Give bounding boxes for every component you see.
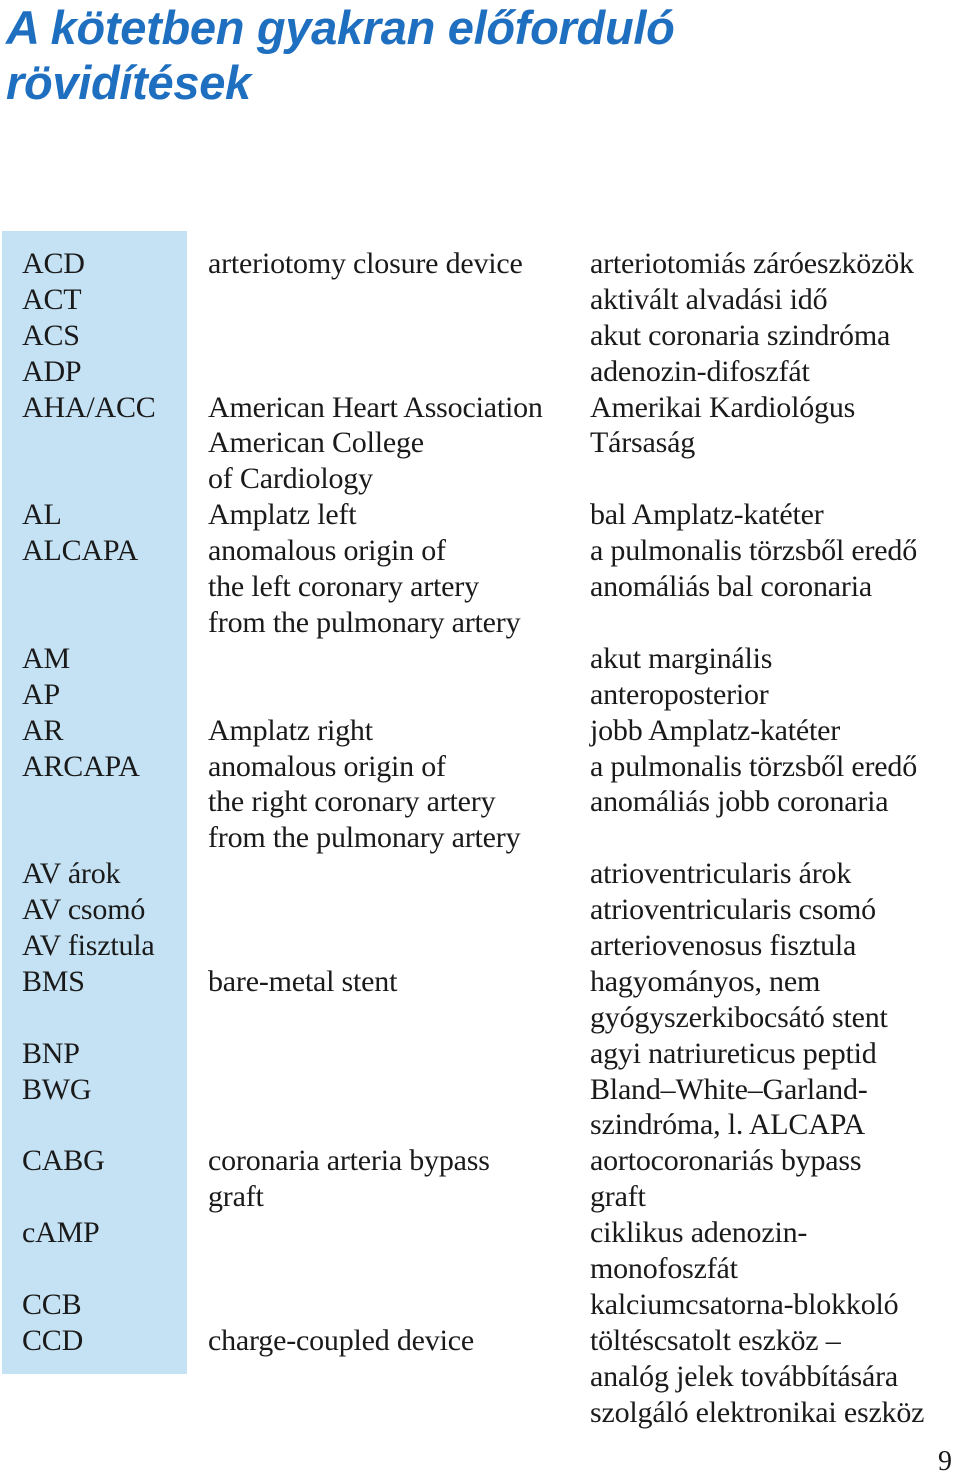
abbreviation-cell-line: AL xyxy=(22,498,62,532)
abbreviation-cell-line: BNP xyxy=(22,1036,80,1070)
english-term-cell-line: graft xyxy=(208,1180,264,1214)
hungarian-term-cell xyxy=(590,1287,898,1323)
abbreviation-cell xyxy=(22,928,155,964)
hungarian-term-cell-line: aktivált alvadási idő xyxy=(590,282,828,316)
abbreviation-cell xyxy=(22,749,140,785)
abbreviation-row xyxy=(0,749,960,857)
abbreviation-row xyxy=(0,246,960,282)
english-term-cell xyxy=(208,1143,490,1215)
abbreviation-cell xyxy=(22,354,81,390)
hungarian-term-cell xyxy=(590,856,851,892)
abbreviation-cell-line: ARCAPA xyxy=(22,749,140,783)
hungarian-term-cell xyxy=(590,964,888,1036)
page-title-line-1: A kötetben gyakran előforduló xyxy=(6,1,675,54)
hungarian-term-cell-line: Amerikai Kardiológus xyxy=(590,390,856,424)
abbreviation-cell xyxy=(22,1215,100,1251)
abbreviation-cell xyxy=(22,246,85,282)
abbreviation-cell xyxy=(22,713,63,749)
abbreviation-cell-line: AV fisztula xyxy=(22,928,155,962)
page-number: 9 xyxy=(938,1446,952,1477)
english-term-cell-line: from the pulmonary artery xyxy=(208,821,521,855)
abbreviation-row xyxy=(0,318,960,354)
english-term-cell xyxy=(208,533,520,641)
abbreviation-cell xyxy=(22,1287,81,1323)
abbreviation-row xyxy=(0,892,960,928)
abbreviation-row xyxy=(0,1215,960,1287)
hungarian-term-cell xyxy=(590,246,914,282)
page-title-line-2: rövidítések xyxy=(6,56,251,109)
abbreviation-cell-line: CCD xyxy=(22,1323,84,1357)
abbreviation-row xyxy=(0,856,960,892)
hungarian-term-cell xyxy=(590,533,917,605)
hungarian-term-cell-line: arteriotomiás záróeszközök xyxy=(590,247,914,280)
abbreviation-row xyxy=(0,641,960,677)
english-term-cell xyxy=(208,964,397,1000)
hungarian-term-cell xyxy=(590,390,855,462)
abbreviation-cell-line: ACD xyxy=(22,247,85,280)
abbreviation-row xyxy=(0,1323,960,1431)
abbreviation-row xyxy=(0,964,960,1036)
hungarian-term-cell xyxy=(590,749,917,821)
abbreviation-cell-line: AM xyxy=(22,641,70,675)
abbreviation-cell xyxy=(22,677,60,713)
hungarian-term-cell xyxy=(590,282,827,318)
hungarian-term-cell-line: gyógyszerkibocsátó stent xyxy=(590,1000,888,1034)
hungarian-term-cell-line: Bland–White–Garland- xyxy=(590,1072,868,1106)
hungarian-term-cell xyxy=(590,892,876,928)
abbreviation-list xyxy=(0,246,960,1431)
abbreviation-cell xyxy=(22,892,145,928)
abbreviation-row xyxy=(0,1287,960,1323)
english-term-cell-line: coronaria arteria bypass xyxy=(208,1144,490,1178)
english-term-cell xyxy=(208,713,373,749)
hungarian-term-cell xyxy=(590,1036,877,1072)
hungarian-term-cell xyxy=(590,1215,807,1287)
hungarian-term-cell xyxy=(590,928,856,964)
hungarian-term-cell xyxy=(590,1323,924,1431)
hungarian-term-cell-line: Társaság xyxy=(590,426,696,460)
hungarian-term-cell-line: a pulmonalis törzsből eredő xyxy=(590,749,918,783)
hungarian-term-cell-line: szolgáló elektronikai eszköz xyxy=(590,1395,925,1429)
abbreviation-row xyxy=(0,533,960,641)
abbreviation-cell-line: BWG xyxy=(22,1072,92,1106)
english-term-cell xyxy=(208,246,523,282)
abbreviation-cell-line: ADP xyxy=(22,354,82,388)
hungarian-term-cell-line: akut marginális xyxy=(590,641,773,675)
hungarian-term-cell-line: szindróma, l. ALCAPA xyxy=(590,1108,865,1142)
hungarian-term-cell-line: akut coronaria szindróma xyxy=(590,318,891,352)
page-title xyxy=(6,0,946,110)
hungarian-term-cell-line: atrioventricularis árok xyxy=(590,857,852,891)
hungarian-term-cell xyxy=(590,641,772,677)
abbreviation-cell-line: AV árok xyxy=(22,857,121,891)
hungarian-term-cell xyxy=(590,318,890,354)
hungarian-term-cell-line: analóg jelek továbbítására xyxy=(590,1359,898,1393)
abbreviation-row xyxy=(0,497,960,533)
abbreviation-row xyxy=(0,354,960,390)
hungarian-term-cell xyxy=(590,497,824,533)
abbreviation-cell-line: CABG xyxy=(22,1144,105,1178)
english-term-cell-line: American Heart Association xyxy=(208,390,543,424)
english-term-cell-line: bare-metal stent xyxy=(208,964,398,998)
abbreviation-cell-line: ALCAPA xyxy=(22,534,139,568)
abbreviation-row xyxy=(0,928,960,964)
hungarian-term-cell-line: anomáliás jobb coronaria xyxy=(590,785,889,819)
hungarian-term-cell-line: anomáliás bal coronaria xyxy=(590,570,872,604)
english-term-cell-line: Amplatz right xyxy=(208,713,373,747)
abbreviation-cell-line: AP xyxy=(22,677,60,711)
abbreviation-row xyxy=(0,390,960,498)
abbreviation-row xyxy=(0,1072,960,1144)
english-term-cell-line: of Cardiology xyxy=(208,462,373,496)
hungarian-term-cell xyxy=(590,354,810,390)
hungarian-term-cell-line: hagyományos, nem xyxy=(590,964,821,998)
abbreviation-cell xyxy=(22,1143,105,1179)
abbreviation-cell-line: BMS xyxy=(22,964,85,998)
english-term-cell-line: from the pulmonary artery xyxy=(208,605,521,639)
hungarian-term-cell-line: arteriovenosus fisztula xyxy=(590,928,857,962)
english-term-cell xyxy=(208,749,520,857)
hungarian-term-cell-line: kalciumcsatorna-blokkoló xyxy=(590,1287,899,1321)
hungarian-term-cell-line: agyi natriureticus peptid xyxy=(590,1036,877,1070)
english-term-cell-line: anomalous origin of xyxy=(208,534,446,568)
hungarian-term-cell-line: adenozin-difoszfát xyxy=(590,354,810,388)
hungarian-term-cell xyxy=(590,1143,861,1215)
hungarian-term-cell-line: töltéscsatolt eszköz – xyxy=(590,1323,841,1357)
hungarian-term-cell-line: a pulmonalis törzsből eredő xyxy=(590,534,918,568)
abbreviation-row xyxy=(0,282,960,318)
english-term-cell-line: charge-coupled device xyxy=(208,1323,474,1357)
hungarian-term-cell-line: graft xyxy=(590,1180,646,1214)
hungarian-term-cell-line: jobb Amplatz-katéter xyxy=(590,713,841,747)
english-term-cell-line: arteriotomy closure device xyxy=(208,247,523,280)
english-term-cell-line: American College xyxy=(208,426,424,460)
abbreviation-cell xyxy=(22,282,81,318)
abbreviation-cell-line: ACT xyxy=(22,282,82,316)
english-term-cell xyxy=(208,390,543,498)
abbreviation-cell-line: CCB xyxy=(22,1287,82,1321)
hungarian-term-cell-line: aortocoronariás bypass xyxy=(590,1144,862,1178)
abbreviation-cell xyxy=(22,1323,83,1359)
abbreviation-cell xyxy=(22,497,62,533)
abbreviation-cell xyxy=(22,1036,80,1072)
abbreviation-row xyxy=(0,713,960,749)
hungarian-term-cell xyxy=(590,1072,868,1144)
hungarian-term-cell-line: atrioventricularis csomó xyxy=(590,893,876,927)
hungarian-term-cell xyxy=(590,677,769,713)
english-term-cell-line: Amplatz left xyxy=(208,498,357,532)
hungarian-term-cell-line: bal Amplatz-katéter xyxy=(590,498,824,532)
abbreviation-row xyxy=(0,1143,960,1215)
hungarian-term-cell xyxy=(590,713,840,749)
abbreviation-row xyxy=(0,1036,960,1072)
abbreviation-cell-line: AR xyxy=(22,713,64,747)
hungarian-term-cell-line: monofoszfát xyxy=(590,1252,738,1286)
abbreviation-cell xyxy=(22,641,70,677)
abbreviation-cell-line: AHA/ACC xyxy=(22,390,156,424)
english-term-cell-line: anomalous origin of xyxy=(208,749,446,783)
abbreviation-cell xyxy=(22,318,80,354)
abbreviation-row xyxy=(0,677,960,713)
abbreviation-cell xyxy=(22,1072,91,1108)
hungarian-term-cell-line: anteroposterior xyxy=(590,677,769,711)
abbreviation-cell xyxy=(22,390,156,426)
abbreviation-cell xyxy=(22,856,120,892)
abbreviation-cell xyxy=(22,964,85,1000)
english-term-cell xyxy=(208,1323,474,1359)
english-term-cell-line: the left coronary artery xyxy=(208,570,479,604)
hungarian-term-cell-line: ciklikus adenozin- xyxy=(590,1216,808,1250)
abbreviation-cell xyxy=(22,533,138,569)
abbreviation-cell-line: ACS xyxy=(22,318,80,352)
abbreviation-cell-line: AV csomó xyxy=(22,893,146,927)
abbreviation-cell-line: cAMP xyxy=(22,1216,100,1250)
english-term-cell xyxy=(208,497,356,533)
english-term-cell-line: the right coronary artery xyxy=(208,785,496,819)
